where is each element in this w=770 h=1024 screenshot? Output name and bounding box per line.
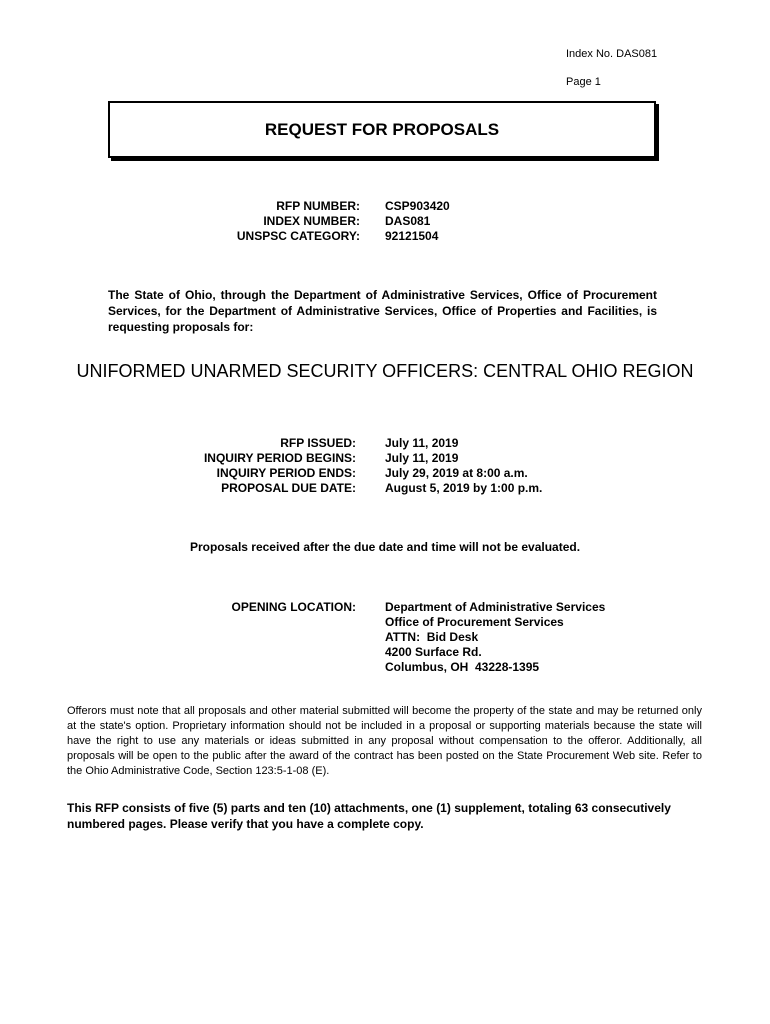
- opening-address: [385, 600, 605, 675]
- ids-block: [110, 199, 360, 244]
- address-line-1: Department of Administrative Services: [385, 600, 606, 614]
- dates-values: [385, 436, 542, 496]
- proposal-due-value: August 5, 2019 by 1:00 p.m.: [385, 481, 543, 495]
- index-number-value: DAS081: [385, 214, 431, 228]
- address-line-3: ATTN: Bid Desk: [385, 630, 479, 644]
- address-line-4: 4200 Surface Rd.: [385, 645, 482, 659]
- unspsc-label: UNSPSC CATEGORY:: [236, 229, 360, 243]
- inquiry-begins-value: July 11, 2019: [385, 451, 459, 465]
- dates-labels: [106, 436, 356, 496]
- offerors-note: Offerors must note that all proposals and other material submitted will become the property of the state and may be returned only at the state's option. Proprietary information should not be included in a proposal or supporting materials because the state will have the right to use any materials or ideas submitted in any proposal without compensation to the offeror. Additionally, all proposals will be open to the public after the award of the contract has been posted on the State Procurement Web site. Refer to the Ohio Administrative Code, Section 123:5-1-08 (E).: [67, 705, 702, 777]
- page-number: Page 1: [566, 76, 601, 88]
- consists-note: This RFP consists of five (5) parts and ten (10) attachments, one (1) supplement, totaling 63 consecutively numbered pages. Please verify that you have a complete copy.: [67, 801, 671, 831]
- inquiry-ends-value: July 29, 2019 at 8:00 a.m.: [385, 466, 528, 480]
- opening-location-label: OPENING LOCATION:: [231, 600, 356, 614]
- rfp-issued-label: RFP ISSUED:: [280, 436, 356, 450]
- rfp-number-value: CSP903420: [385, 199, 450, 213]
- index-number-label: INDEX NUMBER:: [263, 214, 360, 228]
- inquiry-begins-label: INQUIRY PERIOD BEGINS:: [203, 451, 356, 465]
- index-no-header: Index No. DAS081: [566, 48, 658, 60]
- opening-label-wrap: [106, 600, 356, 615]
- ids-values: [385, 199, 450, 244]
- page-title: REQUEST FOR PROPOSALS: [264, 119, 500, 139]
- rfp-issued-value: July 11, 2019: [385, 436, 459, 450]
- proposal-due-label: PROPOSAL DUE DATE:: [221, 481, 356, 495]
- intro-paragraph: The State of Ohio, through the Department of Administrative Services, Office of Procurement Services, for the Department of Administrative Services, Office of Properties and Facilities, is requesting proposals for:: [108, 288, 657, 334]
- title-box: [108, 101, 656, 158]
- unspsc-value: 92121504: [385, 229, 439, 243]
- address-line-2: Office of Procurement Services: [385, 615, 564, 629]
- rfp-number-label: RFP NUMBER:: [276, 199, 360, 213]
- subject-title: UNIFORMED UNARMED SECURITY OFFICERS: CENTRAL OHIO REGION: [76, 361, 694, 381]
- inquiry-ends-label: INQUIRY PERIOD ENDS:: [216, 466, 356, 480]
- address-line-5: Columbus, OH 43228-1395: [385, 660, 540, 674]
- late-notice: Proposals received after the due date and time will not be evaluated.: [189, 540, 581, 554]
